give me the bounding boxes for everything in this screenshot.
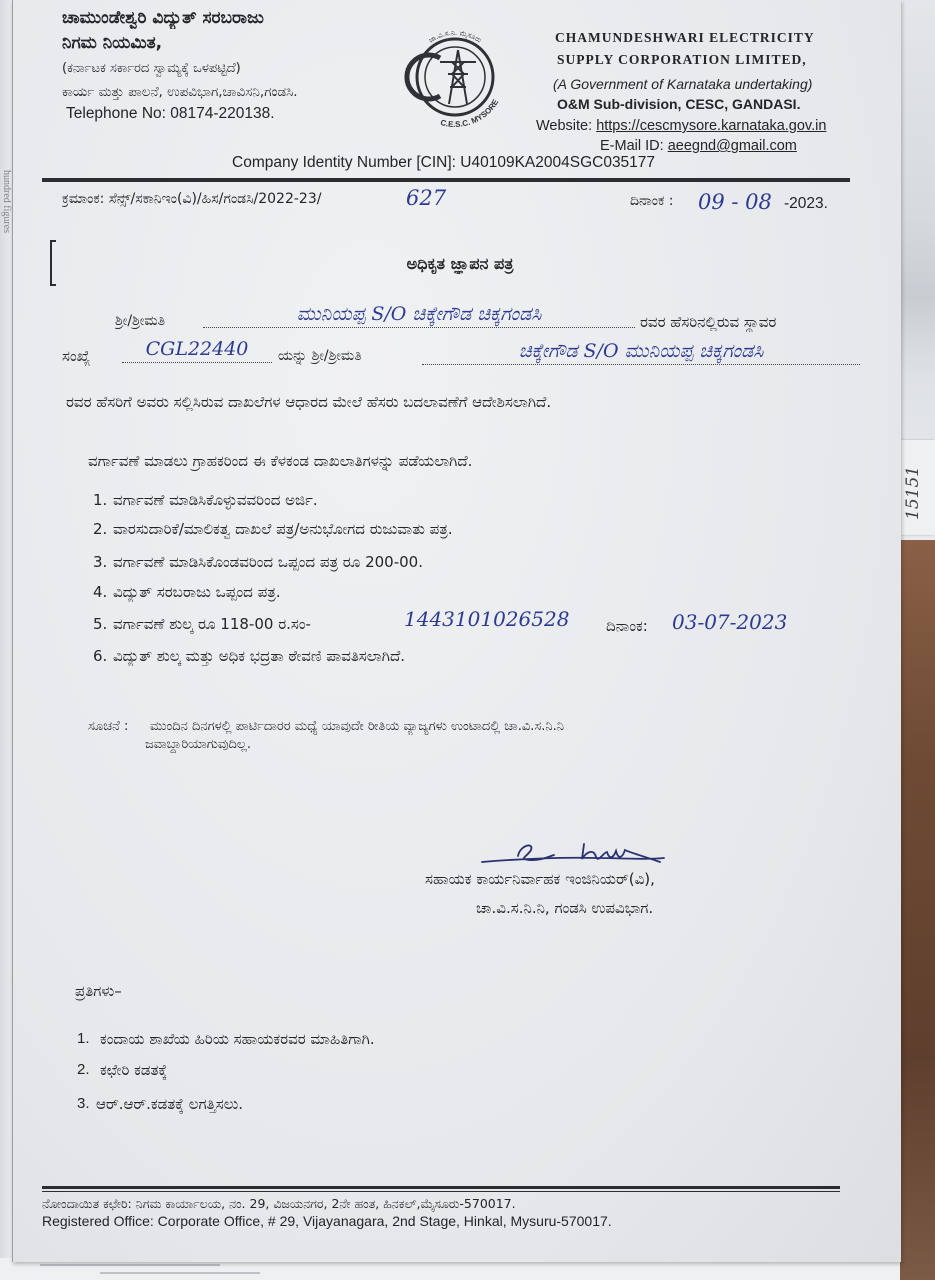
email-address: aeegnd@gmail.com: [667, 138, 797, 154]
installation-number: CGL22440: [122, 338, 272, 363]
website-label: Website:: [536, 118, 593, 134]
telephone: Telephone No: 08174-220138.: [66, 105, 275, 122]
footer-divider-thin: [42, 1191, 840, 1192]
copies-heading: ಪ್ರತಿಗಳು–: [75, 982, 122, 1000]
doc-item-num: 3.: [93, 553, 108, 571]
order-text-4: ರವರ ಹೆಸರಿಗೆ ಅವರು ಸಲ್ಲಿಸಿರುವ ದಾಖಲೆಗಳ ಆಧಾರದ ಮೇಲೆ ಹೆಸರು ಬದಲಾವಣೆಗೆ ಆದೇಶಿಸಲಾಗಿದೆ.: [66, 393, 552, 411]
doc-item-num: 4.: [93, 583, 108, 601]
svg-text:ಚಾ.ವಿ.ಸ.ನಿ. ಮೈಸೂರು: [427, 29, 482, 45]
copy-item-num: 1.: [77, 1030, 90, 1047]
footer-address-kannada: ನೋಂದಾಯಿತ ಕಛೇರಿ: ನಿಗಮ ಕಾರ್ಯಾಲಯ, ನಂ. 29, ವಿಜಯನಗರ, 2ನೇ ಹಂತ, ಹಿನಕಲ್,ಮೈಸೂರು-570017.: [42, 1196, 516, 1211]
signature: [478, 838, 668, 874]
date-year: -2023.: [784, 195, 828, 212]
govt-note-english: (A Government of Karnataka undertaking): [553, 76, 813, 92]
office-kannada: ಕಾರ್ಯ ಮತ್ತು ಪಾಲನೆ, ಉಪವಿಭಾಗ,ಚಾವಿಸನಿ,ಗಂಡಸಿ.: [62, 84, 298, 100]
doc-item-num: 1.: [93, 491, 108, 509]
website-line: [536, 117, 866, 135]
doc-item-text: ವಿದ್ಯುತ್ ಶುಲ್ಕ ಮತ್ತು ಅಧಿಕ ಭದ್ರತಾ ಠೇವಣಿ ಪಾವತಿಸಲಾಗಿದೆ.: [113, 647, 406, 665]
receipt-date: 03-07-2023: [672, 610, 788, 634]
salutation-1: ಶ್ರೀ/ಶ್ರೀಮತಿ: [115, 313, 166, 329]
org-name-english: CHAMUNDESHWARI ELECTRICITY: [555, 30, 815, 45]
documents-intro: ವರ್ಗಾವಣೆ ಮಾಡಲು ಗ್ರಾಹಕರಿಂದ ಈ ಕೆಳಕಂಡ ದಾಖಲಾತಿಗಳನ್ನು ಪಡೆಯಲಾಗಿದೆ.: [88, 452, 473, 470]
copy-item-text: ಆರ್.ಆರ್.ಕಡತಕ್ಕೆ ಲಗತ್ತಿಸಲು.: [96, 1095, 244, 1113]
org-suffix-kannada: ನಿಗಮ ನಿಯಮಿತ,: [62, 33, 163, 53]
reference-prefix: ಕ್ರಮಾಂಕ: ಸೆನ್ಸ್/ಸಕಾನಿಇಂ(ವಿ)/ಹಿಸ/ಗಂಡಸಿ/2022-23/: [62, 191, 322, 207]
doc-item-num: 5.: [93, 615, 108, 633]
doc-item-text: ವಿದ್ಯುತ್ ಸರಬರಾಜು ಒಪ್ಪಂದ ಪತ್ರ.: [113, 583, 281, 601]
order-text-2: ಸಂಖ್ಯೆ: [62, 347, 91, 365]
logo-top-text: ಚಾ.ವಿ.ಸ.ನಿ. ಮೈಸೂರು: [427, 28, 483, 45]
underlying-paper-text: hundred figures: [1, 170, 12, 234]
reference-number: 627: [406, 186, 447, 210]
org-name-kannada: ಚಾಮುಂಡೇಶ್ವರಿ ವಿದ್ಯುತ್ ಸರಬರಾಜು: [62, 8, 264, 28]
copy-item-text: ಕಂದಾಯ ಶಾಖೆಯ ಹಿರಿಯ ಸಹಾಯಕರವರ ಮಾಹಿತಿಗಾಗಿ.: [100, 1030, 375, 1048]
note-label: ಸೂಚನೆ :: [88, 719, 129, 734]
current-holder-name: ಮುನಿಯಪ್ಪ S/O ಚಿಕ್ಕೇಗೌಡ ಚಿಕ್ಕಗಂಡಸಿ: [203, 303, 635, 328]
receipt-number: 1443101026528: [404, 607, 570, 631]
doc-item-text: ವರ್ಗಾವಣೆ ಮಾಡಿಸಿಕೊಂಡವರಿಂದ ಒಪ್ಪಂದ ಪತ್ರ ರೂ 200-00.: [113, 553, 423, 571]
email-label: E-Mail ID:: [600, 138, 664, 154]
receipt-date-label: ದಿನಾಂಕ:: [606, 617, 648, 635]
header-divider: [42, 178, 850, 182]
logo-bottom-text: C.E.S.C. MYSORE: [439, 97, 501, 130]
doc-item-text: ವಾರಸುದಾರಿಕೆ/ಮಾಲಿಕತ್ವ ದಾಖಲೆ ಪತ್ರ/ಅನುಭೋಗದ ರುಜುವಾತು ಪತ್ರ.: [113, 520, 453, 538]
note-line-2: ಜವಾಬ್ದಾರಿಯಾಗುವುದಿಲ್ಲ.: [145, 737, 251, 752]
footer-divider: [42, 1186, 840, 1189]
date-label: ದಿನಾಂಕ :: [630, 193, 674, 209]
letter-title: ಅಧಿಕೃತ ಜ್ಞಾಪನ ಪತ್ರ: [406, 254, 514, 273]
doc-item-text: ವರ್ಗಾವಣೆ ಶುಲ್ಕ ರೂ 118-00 ರ.ಸಂ-: [113, 615, 311, 633]
copy-item-text: ಕಛೇರಿ ಕಡತಕ್ಕೆ: [100, 1061, 168, 1079]
order-text-3: ಯನ್ನು ಶ್ರೀ/ಶ್ರೀಮತಿ: [278, 348, 362, 364]
office-english: O&M Sub-division, CESC, GANDASI.: [557, 96, 801, 112]
margin-bracket-mark: [46, 238, 60, 288]
signatory-designation: ಸಹಾಯಕ ಕಾರ್ಯನಿರ್ವಾಹಕ ಇಂಜಿನಿಯರ್(ವಿ),: [425, 870, 655, 888]
doc-item-text: ವರ್ಗಾವಣೆ ಮಾಡಿಸಿಕೊಳ್ಳುವವರಿಂದ ಅರ್ಜಿ.: [113, 491, 318, 509]
margin-handwritten-number: 15151: [903, 465, 923, 520]
doc-item-num: 6.: [93, 647, 108, 665]
new-holder-name: ಚಿಕ್ಕೇಗೌಡ S/O ಮುನಿಯಪ್ಪ ಚಿಕ್ಕಗಂಡಸಿ: [422, 340, 860, 365]
signatory-office: ಚಾ.ವಿ.ಸ.ನಿ.ನಿ, ಗಂಡಸಿ ಉಪವಿಭಾಗ.: [476, 899, 654, 917]
org-suffix-english: SUPPLY CORPORATION LIMITED,: [557, 52, 807, 67]
govt-note-kannada: (ಕರ್ನಾಟಕ ಸರ್ಕಾರದ ಸ್ವಾಮ್ಯಕ್ಕೆ ಒಳಪಟ್ಟಿದೆ): [62, 61, 241, 76]
copy-item-num: 2.: [77, 1061, 90, 1078]
doc-item-num: 2.: [93, 520, 108, 538]
website-url: https://cescmysore.karnataka.gov.in: [596, 118, 827, 134]
date-day-month: 09 - 08: [698, 190, 772, 214]
copy-item-num: 3.: [77, 1095, 90, 1112]
footer-address-english: Registered Office: Corporate Office, # 29, Vijayanagara, 2nd Stage, Hinkal, Mysuru-570017.: [42, 1213, 612, 1229]
desk-surface: [898, 540, 935, 1280]
cin-number: Company Identity Number [CIN]: U40109KA2004SGC035177: [232, 154, 656, 171]
cesc-logo: [400, 22, 510, 132]
order-text-1: ರವರ ಹೆಸರಿನಲ್ಲಿರುವ ಸ್ಥಾವರ: [640, 313, 777, 331]
note-line-1: ಮುಂದಿನ ದಿನಗಳಲ್ಲಿ ಪಾರ್ಟಿದಾರರ ಮಧ್ಯೆ ಯಾವುದೇ ರೀತಿಯ ವ್ಯಾಜ್ಯಗಳು ಉಂಟಾದಲ್ಲಿ ಚಾ.ವಿ.ಸ.ನಿ.ನಿ: [150, 719, 564, 734]
